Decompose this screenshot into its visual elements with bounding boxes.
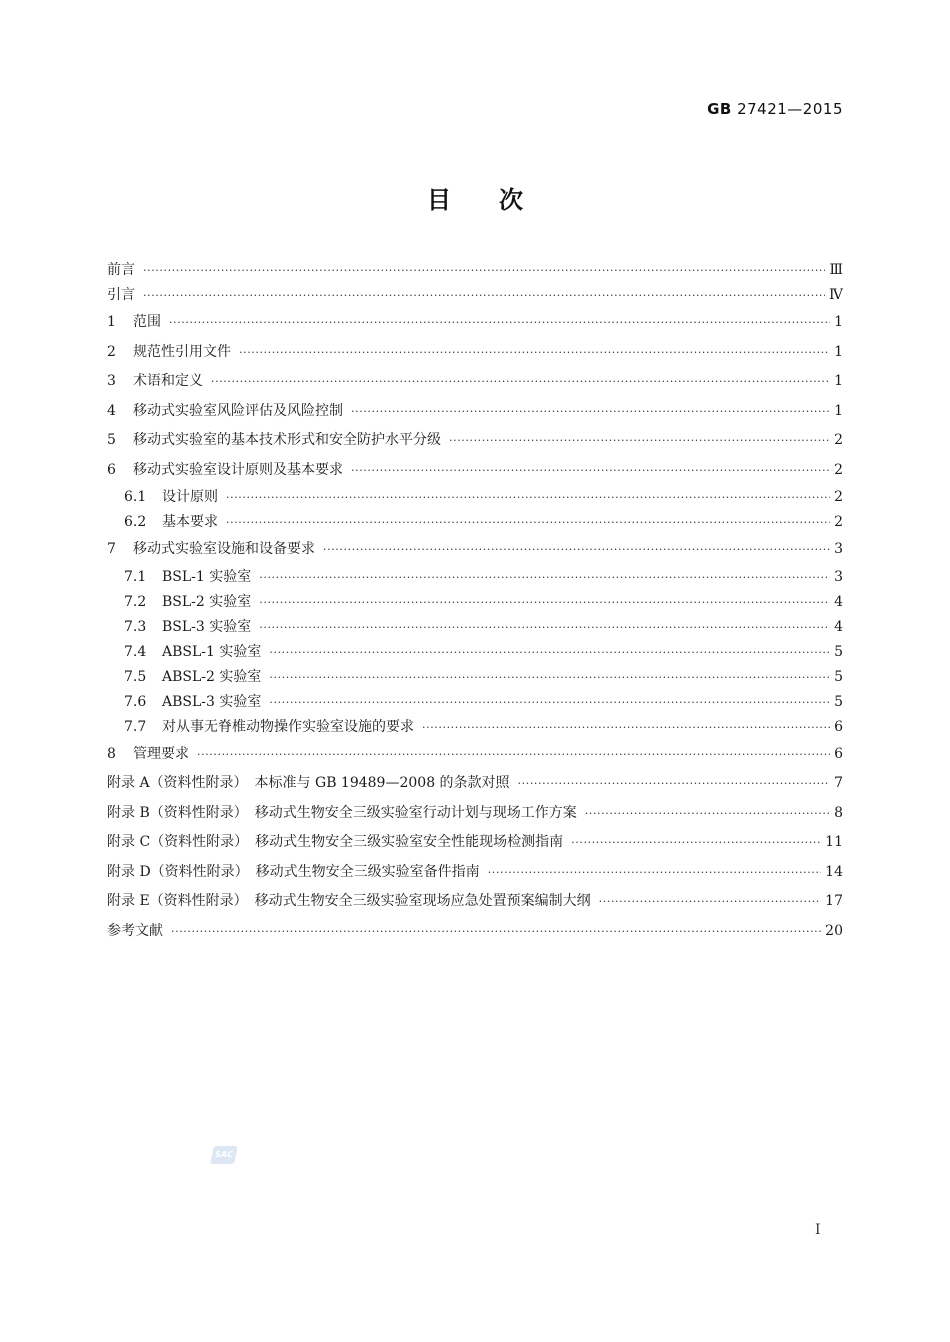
toc-entry-page: 3 <box>834 541 843 557</box>
toc-leader-dots <box>449 426 830 456</box>
toc-entry-number: 2 <box>107 343 116 360</box>
toc-entry-label: 参考文献 <box>107 922 163 939</box>
toc-entry-page: 2 <box>834 432 843 448</box>
toc-entry[interactable] <box>107 858 843 888</box>
toc-leader-dots <box>269 640 830 665</box>
toc-entry-label: 前言 <box>107 262 135 278</box>
toc-leader-dots <box>171 917 821 947</box>
toc-entry-page: Ⅲ <box>829 262 843 278</box>
toc-entry[interactable] <box>107 828 843 858</box>
toc-leader-dots <box>143 283 825 308</box>
toc-entry-label: 附录 D（资料性附录） 移动式生物安全三级实验室备件指南 <box>107 863 480 880</box>
toc-entry[interactable] <box>107 283 843 308</box>
toc-entry-number: 1 <box>107 314 116 330</box>
toc-entry-number: 5 <box>107 432 116 448</box>
toc-leader-dots <box>422 715 830 740</box>
publisher-logo-icon: SAC <box>210 1146 238 1164</box>
toc-leader-dots <box>323 535 830 565</box>
toc-entry[interactable] <box>107 715 843 740</box>
toc-leader-dots <box>197 740 830 770</box>
toc-entry-label: 附录 A（资料性附录） 本标准与 GB 19489—2008 的条款对照 <box>107 775 510 791</box>
toc-entry-number: 7.3 <box>124 618 147 635</box>
toc-entry-page: 7 <box>834 775 843 791</box>
toc-leader-dots <box>269 690 830 715</box>
toc-entry[interactable] <box>107 367 843 397</box>
toc-entry-page: Ⅳ <box>829 287 843 303</box>
toc-entry-label: ABSL-2 实验室 <box>162 668 262 685</box>
toc-entry-page: 1 <box>834 373 843 389</box>
toc-leader-dots <box>259 615 830 640</box>
toc-leader-dots <box>226 485 830 510</box>
page-number: Ⅰ <box>815 1222 821 1238</box>
toc-entry-number: 7.2 <box>124 593 147 610</box>
toc-entry-page: 1 <box>834 314 843 330</box>
toc-entry[interactable] <box>107 510 843 535</box>
toc-leader-dots <box>351 456 830 486</box>
toc-entry[interactable] <box>107 640 843 665</box>
toc-entry-page: 5 <box>834 643 843 660</box>
toc-leader-dots <box>571 828 821 858</box>
toc-entry-label: BSL-3 实验室 <box>162 618 252 635</box>
toc-entry-label: BSL-2 实验室 <box>162 593 252 610</box>
toc-entry-label: ABSL-1 实验室 <box>162 643 262 660</box>
toc-entry-label: 移动式实验室的基本技术形式和安全防护水平分级 <box>133 432 441 448</box>
toc-entry-page: 5 <box>834 668 843 685</box>
toc-entry[interactable] <box>107 565 843 590</box>
toc-entry[interactable] <box>107 740 843 770</box>
page-title: 目次 <box>427 186 571 214</box>
toc-entry-page: 8 <box>834 804 843 821</box>
toc-entry[interactable] <box>107 615 843 640</box>
toc-entry[interactable] <box>107 690 843 715</box>
toc-entry-number: 4 <box>107 402 116 419</box>
toc-entry-label: 设计原则 <box>162 489 218 505</box>
toc-leader-dots <box>585 799 830 829</box>
toc-entry-number: 8 <box>107 745 116 762</box>
toc-entry[interactable] <box>107 917 843 947</box>
toc-entry-label: 附录 B（资料性附录） 移动式生物安全三级实验室行动计划与现场工作方案 <box>107 804 577 821</box>
toc-entry[interactable] <box>107 665 843 690</box>
toc-entry-page: 4 <box>834 593 843 610</box>
toc-leader-dots <box>259 565 830 590</box>
toc-entry-page: 1 <box>834 343 843 360</box>
toc-entry-number: 7 <box>107 541 116 557</box>
toc-entry-page: 5 <box>834 693 843 710</box>
toc-entry-number: 7.4 <box>124 643 147 660</box>
toc-entry[interactable] <box>107 426 843 456</box>
toc-entry-page: 20 <box>825 922 843 939</box>
toc-entry-page: 1 <box>834 402 843 419</box>
toc-entry-page: 2 <box>834 461 843 478</box>
toc-leader-dots <box>269 665 830 690</box>
toc-leader-dots <box>351 397 830 427</box>
toc-leader-dots <box>226 510 830 535</box>
toc-entry[interactable] <box>107 799 843 829</box>
toc-leader-dots <box>211 367 830 397</box>
toc-entry-number: 7.5 <box>124 668 147 685</box>
toc-entry-label: 移动式实验室风险评估及风险控制 <box>133 402 343 419</box>
toc-entry[interactable] <box>107 308 843 338</box>
toc-leader-dots <box>259 590 830 615</box>
toc-entry-label: ABSL-3 实验室 <box>162 693 262 710</box>
toc-entry-label: 范围 <box>133 314 161 330</box>
toc-entry-number: 6.1 <box>124 489 147 505</box>
standard-prefix: GB <box>707 100 732 118</box>
toc-entry-label: 术语和定义 <box>133 373 203 389</box>
toc-entry[interactable] <box>107 887 843 917</box>
toc-entry-page: 11 <box>825 834 843 850</box>
toc-entry[interactable] <box>107 456 843 486</box>
toc-entry-label: 基本要求 <box>162 514 218 530</box>
toc-leader-dots <box>143 258 825 283</box>
toc-entry-page: 14 <box>825 863 843 880</box>
toc-entry-page: 6 <box>834 718 843 735</box>
toc-entry-page: 17 <box>825 893 843 909</box>
toc-entry[interactable] <box>107 590 843 615</box>
toc-entry-label: 移动式实验室设计原则及基本要求 <box>133 461 343 478</box>
table-of-contents <box>107 258 843 946</box>
toc-entry-number: 6.2 <box>124 514 147 530</box>
toc-entry-page: 6 <box>834 745 843 762</box>
toc-leader-dots <box>599 887 822 917</box>
toc-entry-page: 3 <box>834 568 843 585</box>
toc-entry[interactable] <box>107 258 843 283</box>
toc-entry-number: 7.6 <box>124 693 147 710</box>
toc-entry-number: 6 <box>107 461 116 478</box>
toc-entry[interactable] <box>107 535 843 565</box>
toc-leader-dots <box>169 308 830 338</box>
toc-entry-label: BSL-1 实验室 <box>162 568 252 585</box>
toc-leader-dots <box>239 338 830 368</box>
toc-entry-label: 规范性引用文件 <box>133 343 231 360</box>
toc-entry-label: 附录 C（资料性附录） 移动式生物安全三级实验室安全性能现场检测指南 <box>107 834 564 850</box>
toc-entry-page: 2 <box>834 489 843 505</box>
standard-number: 27421—2015 <box>737 100 843 118</box>
toc-entry-label: 对从事无脊椎动物操作实验室设施的要求 <box>162 718 414 735</box>
toc-leader-dots <box>488 858 821 888</box>
toc-entry-number: 3 <box>107 373 116 389</box>
toc-entry-number: 7.1 <box>124 568 147 585</box>
toc-entry[interactable] <box>107 485 843 510</box>
standard-code <box>707 100 843 118</box>
toc-entry[interactable] <box>107 397 843 427</box>
toc-leader-dots <box>518 769 831 799</box>
toc-entry-label: 附录 E（资料性附录） 移动式生物安全三级实验室现场应急处置预案编制大纲 <box>107 893 591 909</box>
toc-entry[interactable] <box>107 338 843 368</box>
toc-entry-page: 4 <box>834 618 843 635</box>
toc-entry-label: 管理要求 <box>133 745 189 762</box>
toc-entry-page: 2 <box>834 514 843 530</box>
toc-entry-label: 引言 <box>107 287 135 303</box>
toc-entry-label: 移动式实验室设施和设备要求 <box>133 541 315 557</box>
toc-entry-number: 7.7 <box>124 718 147 735</box>
toc-entry[interactable] <box>107 769 843 799</box>
